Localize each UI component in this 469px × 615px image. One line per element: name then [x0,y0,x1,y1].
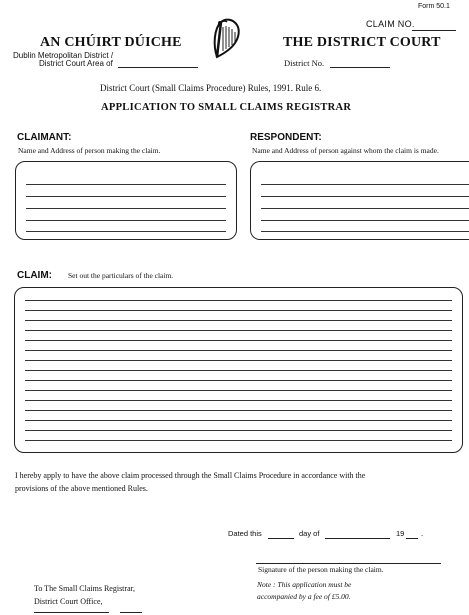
irish-court-title: AN CHÚIRT DÚICHE [40,35,182,50]
respondent-heading: RESPONDENT: [250,132,322,143]
english-court-title: THE DISTRICT COURT [283,35,441,50]
declaration-line-1: I hereby apply to have the above claim processed through the Small Claims Procedure in accordance with the [15,471,366,480]
declaration-line-2: provisions of the above mentioned Rules. [15,484,148,493]
claim-line [25,400,452,401]
claimant-address-box[interactable] [15,161,237,240]
signature-label: Signature of the person making the claim. [258,565,384,574]
district-no-label: District No. [284,58,325,68]
claimant-line [26,208,226,209]
claim-line [25,440,452,441]
registrar-address-line-1: To The Small Claims Registrar, [34,584,135,593]
year-label: 19 [396,529,405,538]
claim-line [25,410,452,411]
claim-no-field[interactable] [412,30,456,31]
registrar-address-field-2[interactable] [120,612,142,613]
respondent-line [261,220,469,221]
claim-line [25,370,452,371]
date-day-field[interactable] [268,538,294,539]
claim-line [25,310,452,311]
district-no-field[interactable] [330,67,390,68]
form-number: Form 50.1 [418,3,450,10]
claimant-heading: CLAIMANT: [17,132,72,143]
dated-this-label: Dated this [228,529,262,538]
day-of-label: day of [299,529,320,538]
fee-note-line-2: accompanied by a fee of £5.00. [257,592,351,601]
claim-heading: CLAIM: [17,270,52,281]
claim-line [25,350,452,351]
claimant-line [26,184,226,185]
claim-line [25,340,452,341]
date-end-mark: . [421,529,424,538]
claim-line [25,420,452,421]
date-month-field[interactable] [325,538,390,539]
respondent-line [261,196,469,197]
form-title: APPLICATION TO SMALL CLAIMS REGISTRAR [101,102,352,113]
respondent-address-box[interactable] [250,161,469,240]
claim-particulars-box[interactable] [14,287,463,453]
rules-line: District Court (Small Claims Procedure) Rules, 1991. Rule 6. [100,83,322,93]
claimant-line [26,231,226,232]
registrar-address-field[interactable] [34,612,109,613]
respondent-line [261,208,469,209]
claimant-line [26,196,226,197]
claim-line [25,320,452,321]
claimant-line [26,220,226,221]
district-line-2: District Court Area of [39,59,113,68]
district-line-1: Dublin Metropolitan District / [13,51,114,60]
respondent-instruction: Name and Address of person against whom the claim is made. [252,146,439,155]
fee-note-line-1: Note : This application must be [257,580,352,589]
claim-line [25,330,452,331]
claim-line [25,300,452,301]
claim-line [25,380,452,381]
claimant-instruction: Name and Address of person making the claim. [18,146,161,155]
harp-crest-icon [211,17,243,63]
registrar-address-line-2: District Court Office, [34,597,103,606]
date-year-field[interactable] [406,538,418,539]
claim-line [25,390,452,391]
signature-field[interactable] [256,563,441,564]
claim-no-label: CLAIM NO. [366,19,415,29]
claim-instruction: Set out the particulars of the claim. [68,271,174,280]
district-area-field[interactable] [118,67,198,68]
respondent-line [261,184,469,185]
claim-line [25,360,452,361]
respondent-line [261,231,469,232]
claim-line [25,430,452,431]
